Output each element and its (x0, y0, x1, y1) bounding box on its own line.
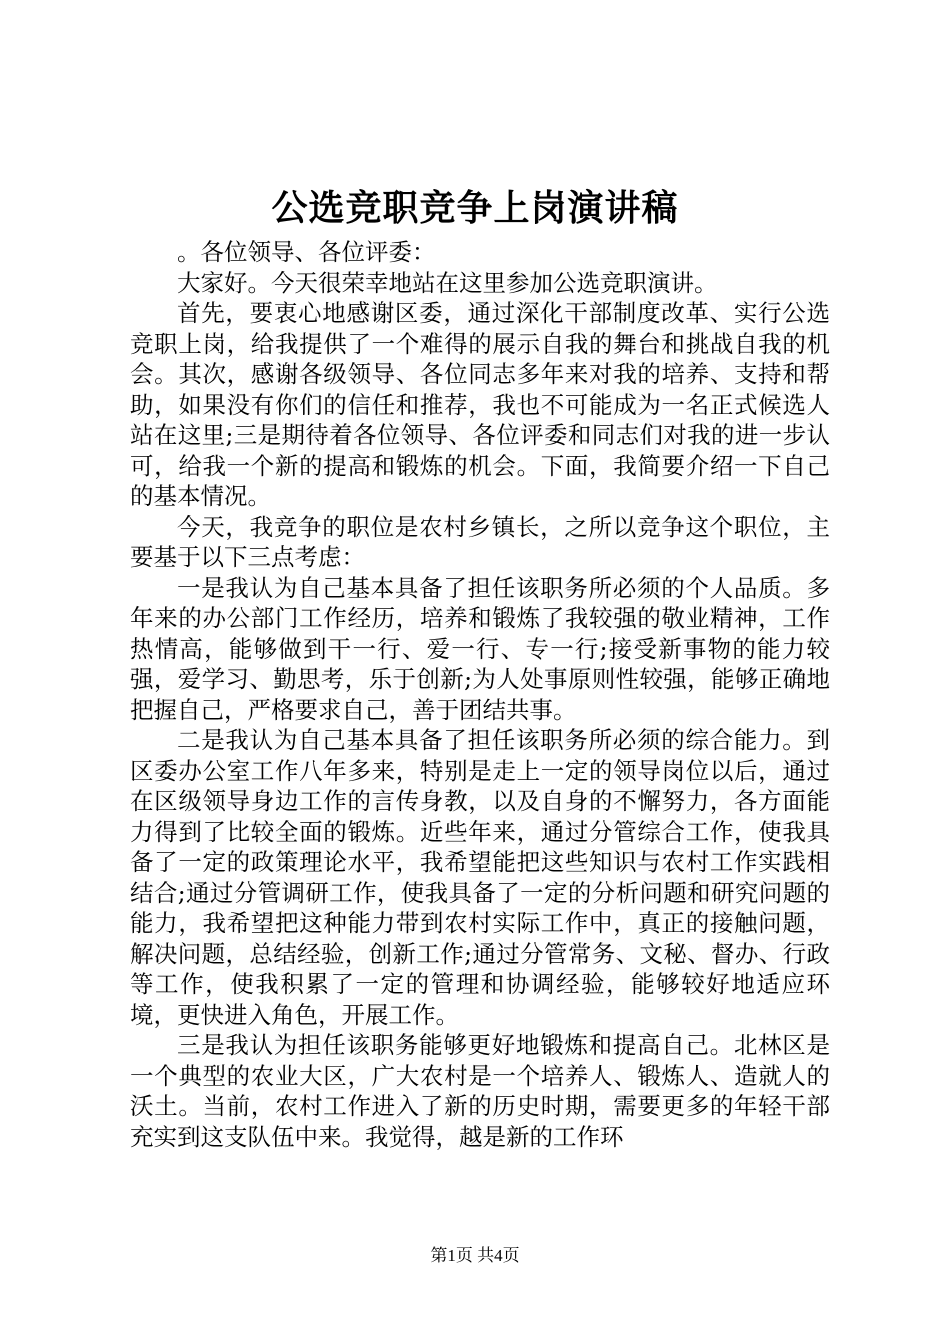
document-title: 公选竞职竞争上岗演讲稿 (271, 187, 679, 229)
paragraph-greeting: 。各位领导、各位评委： (177, 238, 436, 266)
paragraph-point-one: 一是我认为自己基本具备了担任该职务所必须的个人品质。多年来的办公部门工作经历，培养和锻炼了我较强的敬业精神，工作热情高，能够做到干一行、爱一行、专一行;接受新事物的能力较强，爱学习、勤思考，乐于创新;为人处事原则性较强，能够正确地把握自己，严格要求自己，善于团结共事。 (130, 573, 830, 724)
page-footer: 第1页 共4页 (430, 1246, 520, 1265)
paragraph-point-two: 二是我认为自己基本具备了担任该职务所必须的综合能力。到区委办公室工作八年多来，特别是走上一定的领导岗位以后，通过在区级领导身边工作的言传身教，以及自身的不懈努力，各方面能力得到了比较全面的锻炼。近些年来，通过分管综合工作，使我具备了一定的政策理论水平，我希望能把这些知识与农村工作实践相结合;通过分管调研工作，使我具备了一定的分析问题和研究问题的能力，我希望把这种能力带到农村实际工作中，真正的接触问题，解决问题，总结经验，创新工作;通过分管常务、文秘、督办、行政等工作，使我积累了一定的管理和协调经验，能够较好地适应环境，更快进入角色，开展工作。 (130, 726, 830, 1029)
paragraph-position: 今天，我竞争的职位是农村乡镇长，之所以竞争这个职位，主要基于以下三点考虑： (130, 512, 830, 571)
paragraph-thanks: 首先，要衷心地感谢区委，通过深化干部制度改革、实行公选竞职上岗，给我提供了一个难得的展示自我的舞台和挑战自我的机会。其次，感谢各级领导、各位同志多年来对我的培养、支持和帮助，如果没有你们的信任和推荐，我也不可能成为一名正式候选人站在这里;三是期待着各位领导、各位评委和同志们对我的进一步认可，给我一个新的提高和锻炼的机会。下面，我简要介绍一下自己的基本情况。 (130, 299, 830, 510)
paragraph-opening: 大家好。今天很荣幸地站在这里参加公选竞职演讲。 (177, 268, 718, 297)
document-body (130, 237, 830, 1152)
paragraph-point-three: 三是我认为担任该职务能够更好地锻炼和提高自己。北林区是一个典型的农业大区，广大农村是一个培养人、锻炼人、造就人的沃土。当前，农村工作进入了新的历史时期，需要更多的年轻干部充实到这支队伍中来。我觉得，越是新的工作环 (130, 1031, 830, 1151)
